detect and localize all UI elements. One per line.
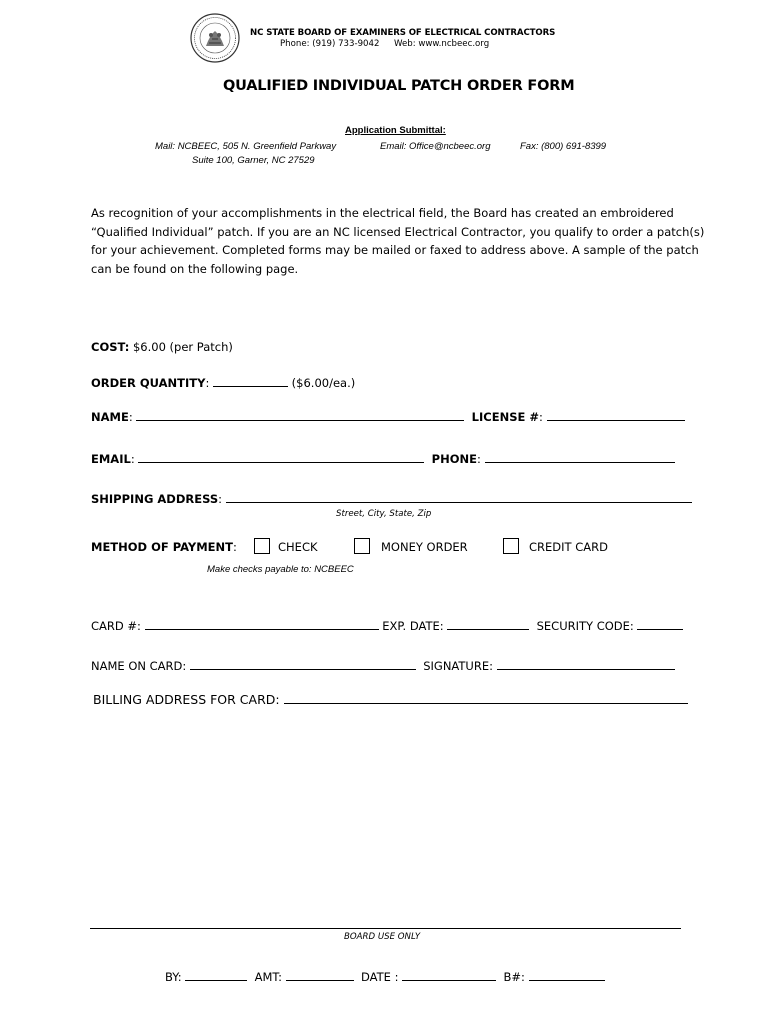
b-number-field[interactable]: [529, 969, 605, 981]
email-label: EMAIL: [91, 452, 131, 466]
signature-field[interactable]: [497, 658, 675, 670]
credit-card-option-label: CREDIT CARD: [529, 540, 608, 554]
intro-line: “Qualified Individual” patch. If you are an NC licensed Electrical Contractor, you qualify to order a patch(s): [91, 224, 705, 239]
board-use-heading: BOARD USE ONLY: [344, 932, 421, 942]
card-number-label: CARD #:: [91, 619, 141, 633]
name-field[interactable]: [136, 409, 464, 421]
shipping-address-field[interactable]: [226, 491, 692, 503]
amt-label: AMT:: [254, 970, 283, 984]
shipping-label: SHIPPING ADDRESS: [91, 492, 219, 506]
billing-address-label: BILLING ADDRESS FOR CARD:: [93, 692, 280, 707]
card-number-field[interactable]: [145, 618, 379, 630]
cost-row: [91, 340, 233, 354]
name-on-card-label: NAME ON CARD:: [91, 659, 187, 673]
b-number-label: B#:: [503, 970, 525, 984]
email-field[interactable]: [138, 451, 424, 463]
header-web: Web: www.ncbeec.org: [394, 39, 490, 49]
org-name: NC STATE BOARD OF EXAMINERS OF ELECTRICAL CONTRACTORS: [250, 28, 556, 38]
billing-address-field[interactable]: [284, 690, 688, 704]
payment-label: METHOD OF PAYMENT: [91, 540, 233, 554]
phone-field[interactable]: [485, 451, 675, 463]
date-field[interactable]: [402, 969, 496, 981]
intro-line: can be found on the following page.: [91, 261, 299, 276]
mail-address-line1: Mail: NCBEEC, 505 N. Greenfield Parkway: [155, 141, 337, 152]
billing-address-row: [93, 690, 688, 707]
board-use-row: [165, 969, 605, 984]
order-quantity-row: ORDER QUANTITY: ($6.00/ea.): [91, 376, 356, 390]
order-quantity-field[interactable]: [213, 375, 288, 387]
state-seal-logo: [190, 13, 240, 63]
shipping-row: SHIPPING ADDRESS:: [91, 491, 692, 506]
credit-card-checkbox[interactable]: [503, 538, 519, 554]
exp-date-field[interactable]: [447, 618, 529, 630]
phone-label: PHONE: [431, 452, 477, 466]
check-option-label: CHECK: [278, 540, 318, 554]
exp-date-label: EXP. DATE:: [382, 619, 444, 633]
amt-field[interactable]: [286, 969, 354, 981]
money-order-checkbox[interactable]: [354, 538, 370, 554]
form-title: QUALIFIED INDIVIDUAL PATCH ORDER FORM: [223, 78, 575, 94]
security-code-label: SECURITY CODE:: [536, 619, 634, 633]
license-label: LICENSE #: [471, 410, 539, 424]
submittal-fax: Fax: (800) 691-8399: [520, 141, 607, 152]
cost-value: $6.00 (per Patch): [132, 340, 233, 354]
license-field[interactable]: [547, 409, 685, 421]
checks-payable-note: Make checks payable to: NCBEEC: [207, 564, 354, 575]
board-use-divider: [90, 928, 681, 929]
email-row: EMAIL: PHONE:: [91, 451, 675, 466]
signature-label: SIGNATURE:: [423, 659, 493, 673]
payment-row: METHOD OF PAYMENT:: [91, 540, 237, 554]
name-row: NAME: LICENSE #:: [91, 409, 685, 424]
security-code-field[interactable]: [637, 618, 683, 630]
cost-label: COST:: [91, 340, 130, 354]
by-label: BY:: [165, 970, 182, 984]
intro-paragraph: [91, 204, 705, 278]
name-label: NAME: [91, 410, 129, 424]
header-phone: Phone: (919) 733-9042: [280, 39, 380, 49]
mail-address-line2: Suite 100, Garner, NC 27529: [192, 155, 315, 166]
order-quantity-label: ORDER QUANTITY: [91, 376, 206, 390]
name-on-card-row: [91, 658, 675, 673]
intro-line: As recognition of your accomplishments in the electrical field, the Board has created an embroidered: [91, 206, 674, 220]
by-field[interactable]: [185, 969, 247, 981]
check-checkbox[interactable]: [254, 538, 270, 554]
order-quantity-suffix: ($6.00/ea.): [291, 376, 356, 390]
money-order-option-label: MONEY ORDER: [381, 540, 468, 554]
name-on-card-field[interactable]: [190, 658, 416, 670]
shipping-hint: Street, City, State, Zip: [336, 509, 432, 519]
submittal-email: Email: Office@ncbeec.org: [380, 141, 491, 152]
submittal-heading: Application Submittal:: [345, 125, 446, 136]
card-number-row: [91, 618, 683, 633]
intro-line: for your achievement. Completed forms may be mailed or faxed to address above. A sample of the patch: [91, 243, 699, 257]
date-label: DATE :: [361, 970, 399, 984]
